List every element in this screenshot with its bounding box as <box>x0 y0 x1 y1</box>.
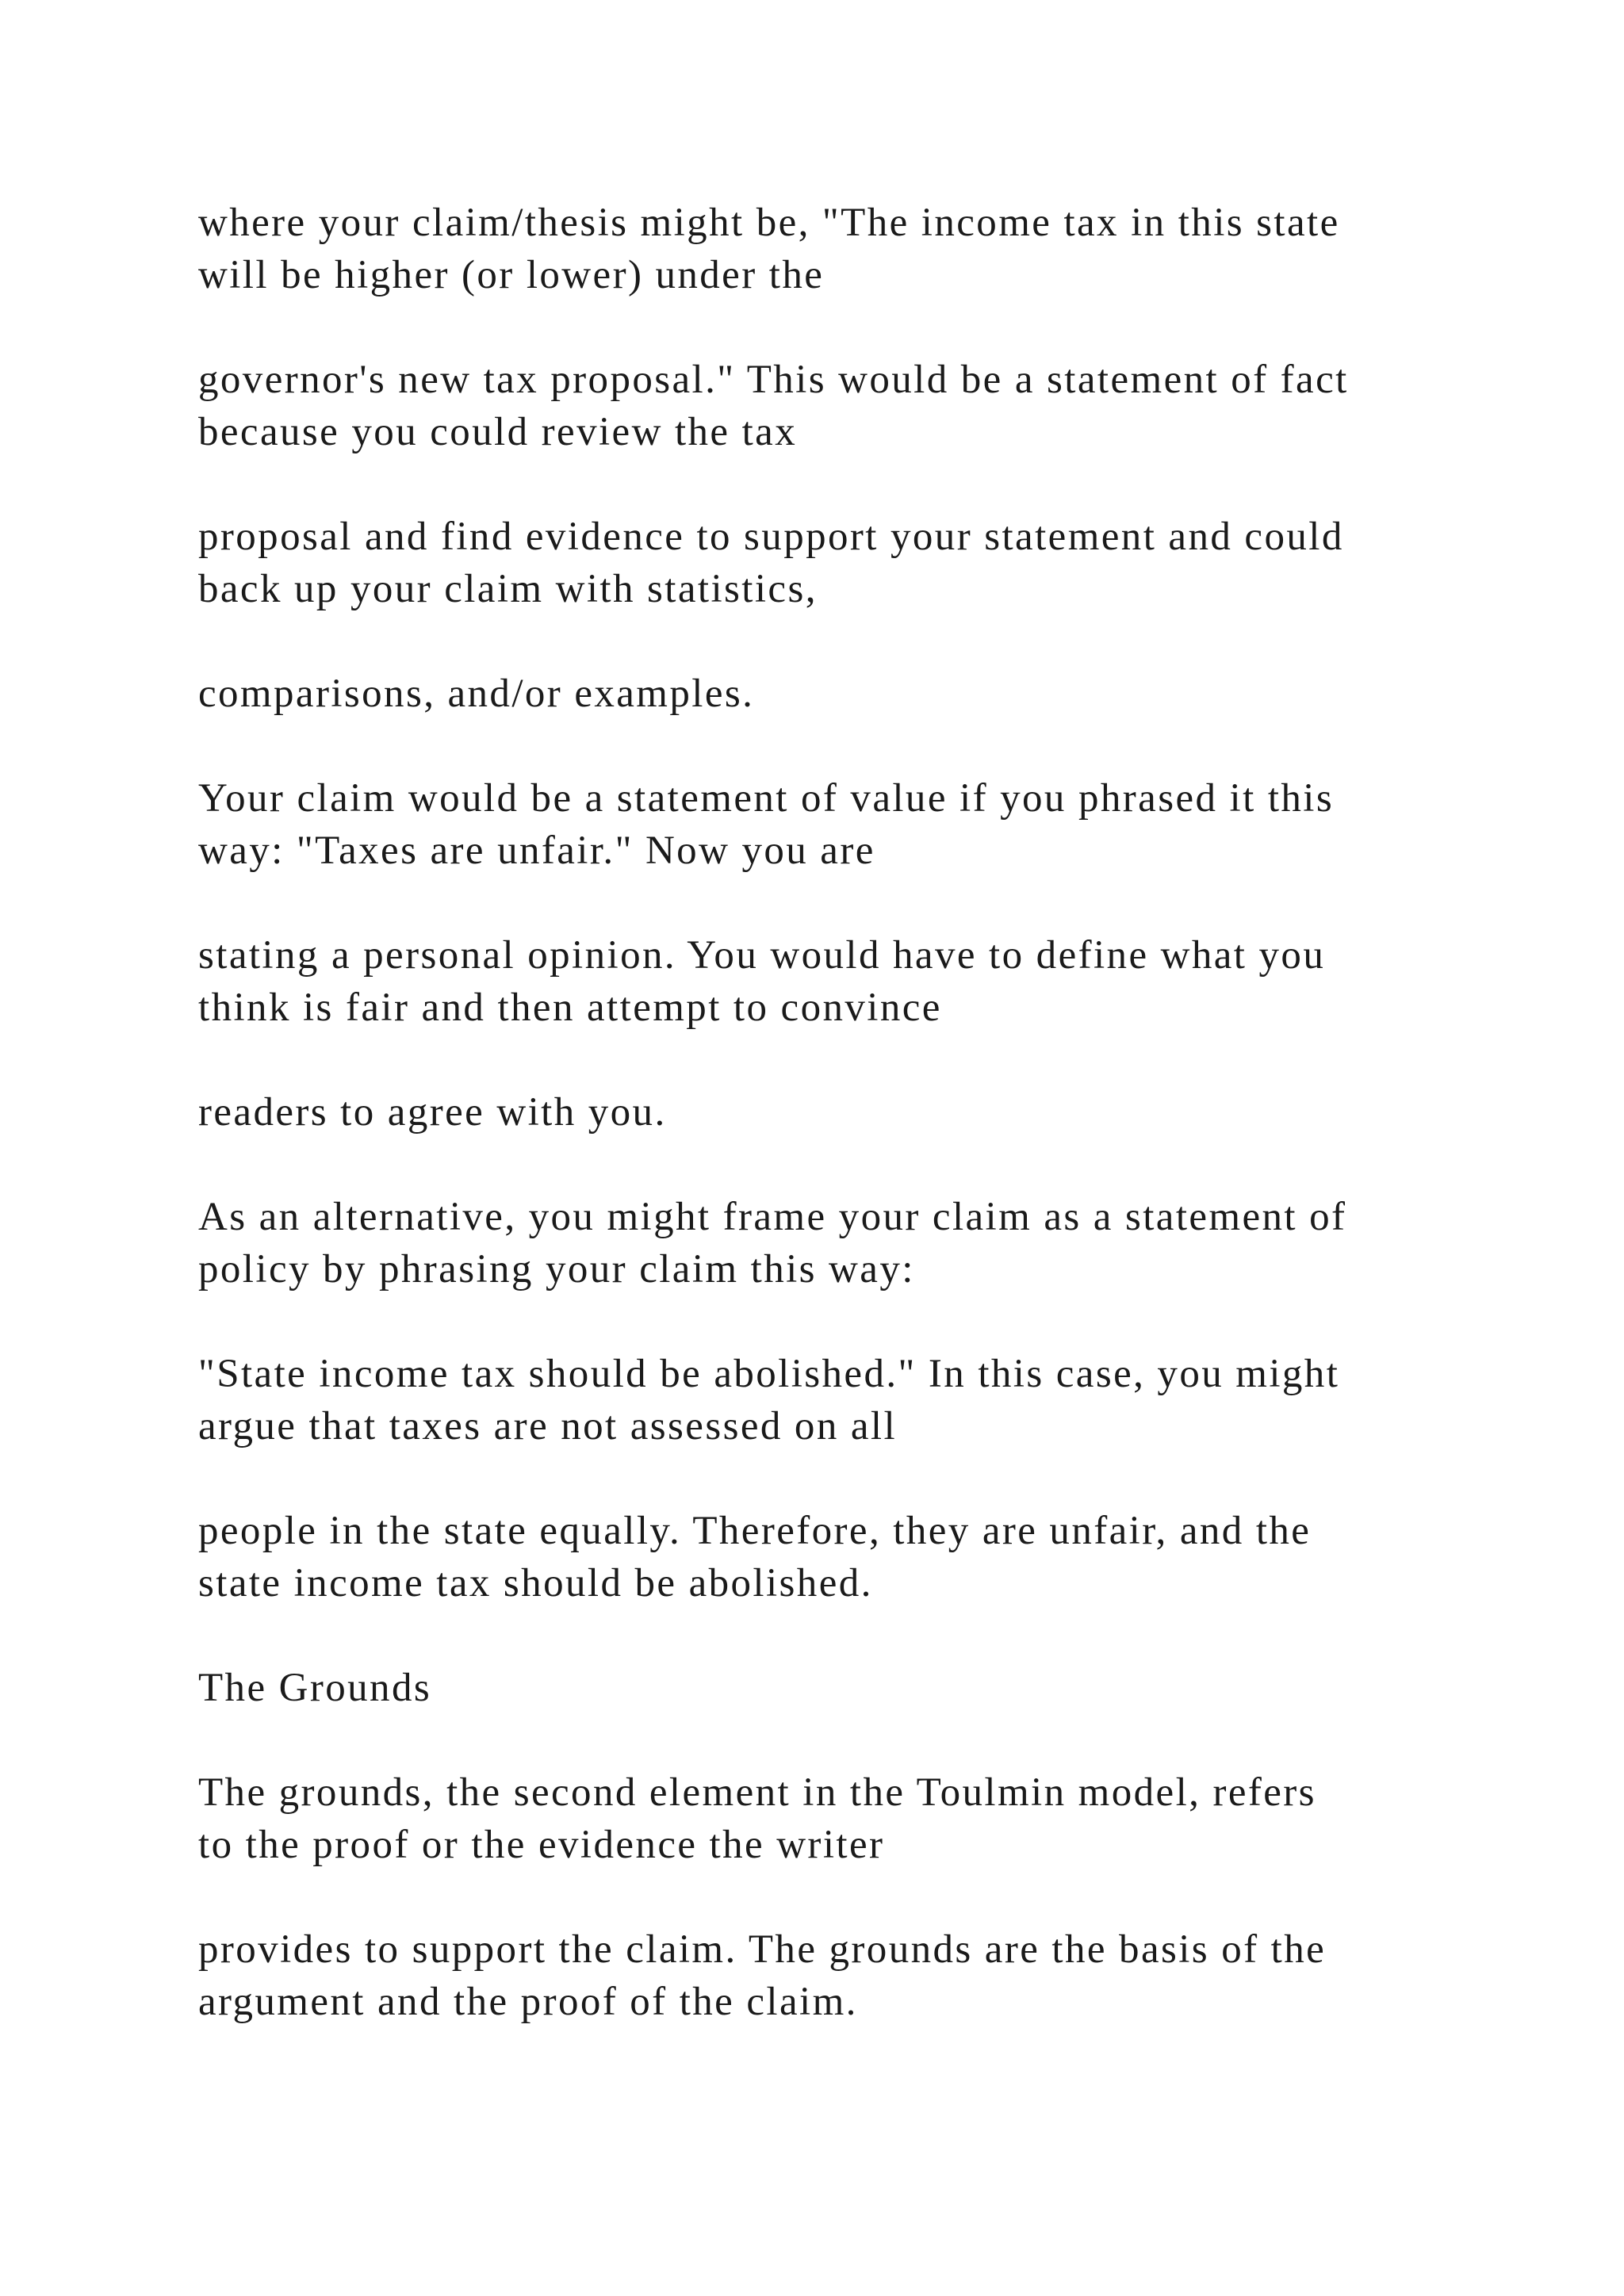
section-heading-grounds <box>198 1662 1467 1714</box>
paragraph-comparisons <box>198 668 1467 720</box>
text-line: provides to support the claim. The grounds are the basis of the <box>198 1927 1327 1972</box>
text-line: state income tax should be abolished. <box>198 1561 873 1605</box>
text-line: people in the state equally. Therefore, they are unfair, and the <box>198 1509 1312 1553</box>
paragraph-statement-of-value <box>198 772 1467 877</box>
text-line: policy by phrasing your claim this way: <box>198 1247 915 1292</box>
paragraph-grounds-basis <box>198 1923 1467 2028</box>
text-line: governor's new tax proposal." This would be a statement of fact <box>198 358 1349 402</box>
paragraph-statement-of-fact <box>198 354 1467 458</box>
paragraph-statement-of-policy <box>198 1191 1467 1295</box>
paragraph-personal-opinion <box>198 929 1467 1034</box>
text-line: argument and the proof of the claim. <box>198 1980 858 2024</box>
text-line: because you could review the tax <box>198 410 798 454</box>
text-line: comparisons, and/or examples. <box>198 672 755 716</box>
paragraph-unfair-conclusion <box>198 1505 1467 1609</box>
text-line: where your claim/thesis might be, "The income tax in this state <box>198 201 1340 245</box>
text-line: proposal and find evidence to support your statement and could <box>198 515 1344 559</box>
paragraph-readers-agree <box>198 1086 1467 1138</box>
text-line: back up your claim with statistics, <box>198 567 818 611</box>
text-line: to the proof or the evidence the writer <box>198 1823 885 1867</box>
text-line: think is fair and then attempt to convince <box>198 985 942 1030</box>
text-line: As an alternative, you might frame your claim as a statement of <box>198 1195 1347 1239</box>
text-line: readers to agree with you. <box>198 1090 667 1135</box>
paragraph-abolish-tax <box>198 1348 1467 1452</box>
text-line: way: "Taxes are unfair." Now you are <box>198 828 875 873</box>
heading-text: The Grounds <box>198 1666 432 1710</box>
text-line: will be higher (or lower) under the <box>198 253 825 297</box>
text-line: "State income tax should be abolished." In this case, you might <box>198 1352 1340 1396</box>
document-body <box>198 197 1467 2080</box>
text-line: argue that taxes are not assessed on all <box>198 1404 898 1448</box>
text-line: stating a personal opinion. You would have to define what you <box>198 933 1326 978</box>
paragraph-evidence-support <box>198 511 1467 615</box>
paragraph-claim-fact-intro <box>198 197 1467 301</box>
text-line: The grounds, the second element in the Toulmin model, refers <box>198 1770 1316 1815</box>
paragraph-grounds-definition <box>198 1766 1467 1871</box>
text-line: Your claim would be a statement of value if you phrased it this <box>198 776 1335 821</box>
